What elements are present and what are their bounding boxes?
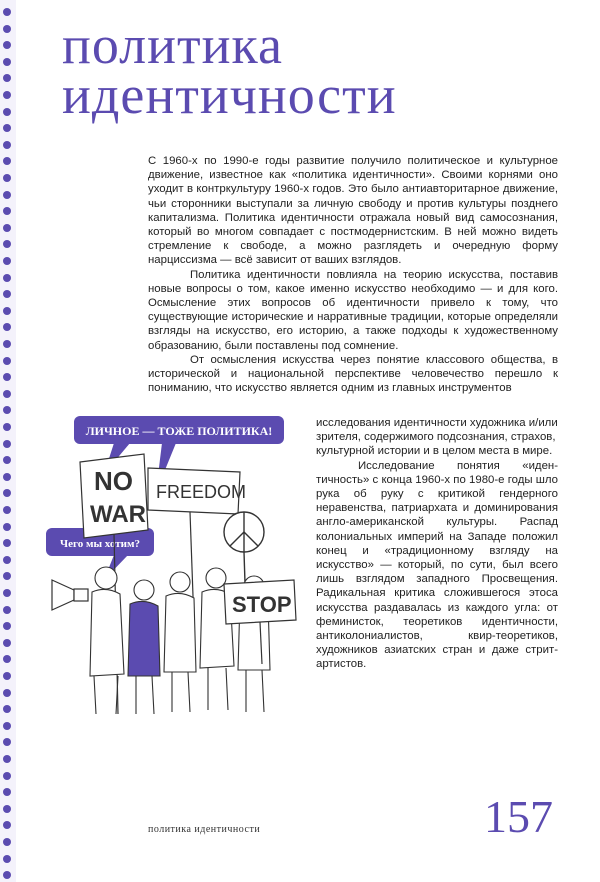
binding-hole bbox=[3, 174, 11, 182]
binding-hole bbox=[3, 390, 11, 398]
sign-war-text: WAR bbox=[90, 501, 146, 528]
binding-hole bbox=[3, 290, 11, 298]
binding-hole bbox=[3, 572, 11, 580]
binding-hole bbox=[3, 672, 11, 680]
binding-hole bbox=[3, 124, 11, 132]
binding-hole bbox=[3, 91, 11, 99]
binding-hole bbox=[3, 589, 11, 597]
binding-hole bbox=[3, 58, 11, 66]
binding-hole bbox=[3, 74, 11, 82]
binding-hole bbox=[3, 506, 11, 514]
binding-hole bbox=[3, 539, 11, 547]
binding-hole bbox=[3, 606, 11, 614]
bubble-left-text: Чего мы хотим? bbox=[60, 538, 140, 550]
binding-hole bbox=[3, 722, 11, 730]
binding-hole bbox=[3, 307, 11, 315]
binding-hole bbox=[3, 357, 11, 365]
binding-hole bbox=[3, 639, 11, 647]
binding-hole bbox=[3, 838, 11, 846]
binding-hole bbox=[3, 489, 11, 497]
binding-hole bbox=[3, 689, 11, 697]
binding-hole bbox=[3, 340, 11, 348]
binding-hole bbox=[3, 738, 11, 746]
binding-hole bbox=[3, 772, 11, 780]
paragraph-3-end: исследования идентичности художника и/или зрителя, содержимого подсознания, страхов, культурной истории и в целом места в мире. bbox=[316, 417, 558, 458]
protest-illustration bbox=[44, 414, 314, 724]
binding-hole bbox=[3, 141, 11, 149]
binding-hole bbox=[3, 108, 11, 116]
binding-hole bbox=[3, 8, 11, 16]
binding-hole bbox=[3, 805, 11, 813]
binding-hole bbox=[3, 440, 11, 448]
binding-hole bbox=[3, 655, 11, 663]
binding-hole bbox=[3, 456, 11, 464]
binding-hole bbox=[3, 157, 11, 165]
binding-hole bbox=[3, 323, 11, 331]
binding-hole bbox=[3, 373, 11, 381]
body-text-right-column bbox=[316, 416, 558, 672]
binding-hole bbox=[3, 191, 11, 199]
binding-hole bbox=[3, 423, 11, 431]
binding-hole bbox=[3, 240, 11, 248]
megaphone bbox=[52, 580, 88, 610]
paragraph-3-start: От осмысления искусства через понятие классового общества, в исторической и национальной перспективе человечество перешло к пониманию, что искусство является одним из главных инструментов bbox=[148, 353, 558, 395]
binding-hole bbox=[3, 41, 11, 49]
binding-hole bbox=[3, 788, 11, 796]
binding-hole bbox=[3, 25, 11, 33]
binding-hole bbox=[3, 224, 11, 232]
paragraph-1: С 1960-х по 1990-е годы развитие получило политическое и культурное движение, известное как «политика идентичности». Своими корнями оно уходит в контркультуру 1960-х годов. Это было антиавторитарное движение, чьи сторонники выступали за личную свободу и против культуры позднего капитализма. Политика идентичности отражала новый вид самосознания, который во многом совпадает с постмодернистским. В ней можно видеть стремление к свободе, а можно разглядеть и очередную форму нарциссизма — всё зависит от ваших взглядов. bbox=[148, 155, 558, 267]
paragraph-2: Политика идентичности повлияла на теорию искусства, поставив новые вопросы о том, какое именно искусство необходимо — и для кого. Осмысление этих вопросов об идентичности привело к тому, что существующие исторические и нарративные традиции, которые определяли взгляды на искусство, его историю, а также подходы к художественному образованию, были поставлены под сомнение. bbox=[148, 268, 558, 352]
binding-hole bbox=[3, 523, 11, 531]
binding-hole bbox=[3, 855, 11, 863]
title-line-2: идентичности bbox=[62, 65, 397, 125]
binding-hole bbox=[3, 406, 11, 414]
binding-hole bbox=[3, 274, 11, 282]
sign-no-text: NO bbox=[94, 466, 133, 496]
binding-hole bbox=[3, 257, 11, 265]
spiral-binding bbox=[0, 0, 16, 882]
running-footer: политика идентичности bbox=[148, 824, 261, 835]
binding-hole bbox=[3, 821, 11, 829]
page-number: 157 bbox=[484, 791, 553, 842]
body-text-top bbox=[148, 154, 558, 395]
sign-stop-text: STOP bbox=[232, 592, 292, 617]
binding-hole bbox=[3, 871, 11, 879]
page-title bbox=[62, 15, 397, 125]
paragraph-4: Исследование понятия «идентичность» с конца 1960-х по 1980-е годы шло рука об руку с критикой гендерного неравенства, патриархата и доминирования англо-американской культуры. Распад колониальных империй на Западе положил конец и «традиционному взгляду на искусство» — который, по сути, был всего лишь взглядом западного Просвещения. Радикальная критика сложившегося этоса искусства раздавалась из каждого угла: от феминисток, теоретиков идентичности, антиколониалистов, квир-теоретиков, художников азиатских стран и даже стрит-артистов. bbox=[316, 459, 558, 671]
binding-hole bbox=[3, 705, 11, 713]
sign-freedom-text: FREEDOM bbox=[156, 482, 246, 502]
bubble-top-text: ЛИЧНОЕ — ТОЖЕ ПОЛИТИКА! bbox=[85, 424, 273, 438]
binding-hole bbox=[3, 207, 11, 215]
binding-hole bbox=[3, 556, 11, 564]
binding-hole bbox=[3, 622, 11, 630]
title-line-1: политика bbox=[62, 15, 283, 75]
binding-hole bbox=[3, 473, 11, 481]
binding-hole bbox=[3, 755, 11, 763]
